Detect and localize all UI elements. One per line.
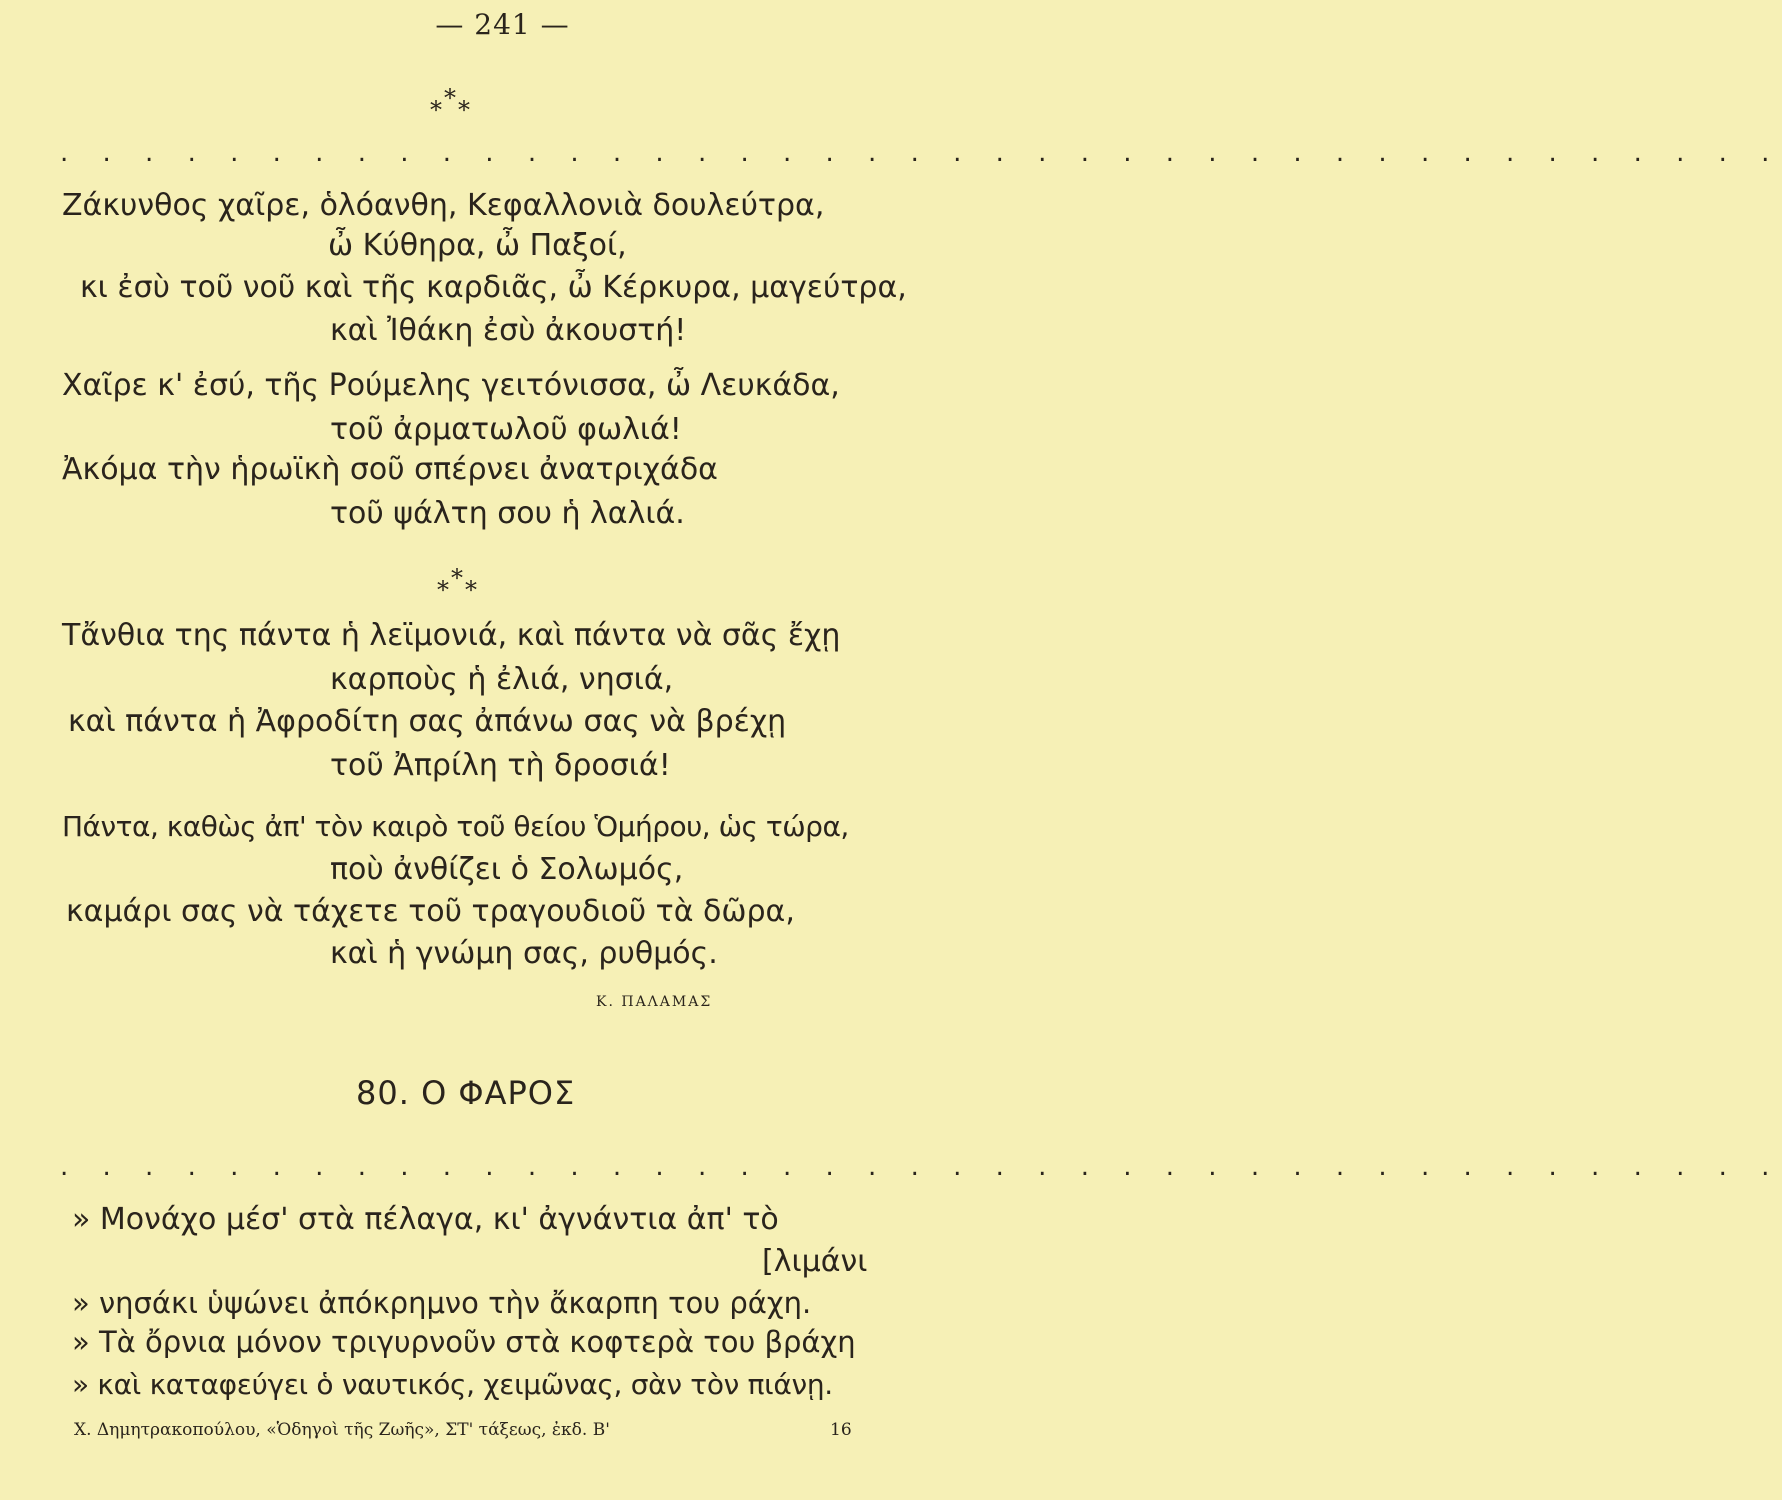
poem-line: τοῦ ἀρματωλοῦ φωλιά! xyxy=(330,412,682,447)
poem-line: » νησάκι ὑψώνει ἀπόκρημνο τὴν ἄκαρπη του ράχη. xyxy=(72,1286,812,1320)
author-signature: Κ. ΠΑΛΑΜΑΣ xyxy=(596,994,713,1010)
poem-line: » καὶ καταφεύγει ὁ ναυτικός, χειμῶνας, σὰν τὸν πιάνῃ. xyxy=(72,1368,833,1401)
poem-line: κι ἐσὺ τοῦ νοῦ καὶ τῆς καρδιᾶς, ὦ Κέρκυρα, μαγεύτρα, xyxy=(80,270,907,305)
poem-line: καρποὺς ἡ ἐλιά, νησιά, xyxy=(330,662,674,697)
ellipsis-divider-1: . . . . . . . . . . . . . . . . . . . . . . . . . . . . . . . . . . . . . . . . . xyxy=(60,138,1782,168)
poem-line: ὦ Κύθηρα, ὦ Παξοί, xyxy=(328,228,627,263)
poem-line: καὶ ἡ γνώμη σας, ρυθμός. xyxy=(330,936,718,971)
asterism-middle: * * * xyxy=(437,564,477,604)
poem-line: ποὺ ἀνθίζει ὁ Σολωμός, xyxy=(330,852,684,887)
poem-line: Ἀκόμα τὴν ἡρωϊκὴ σοῦ σπέρνει ἀνατριχάδα xyxy=(62,452,718,487)
poem-line: τοῦ Ἀπρίλη τὴ δροσιά! xyxy=(330,748,671,783)
poem-line: [λιμάνι xyxy=(762,1244,868,1279)
signature-mark: 16 xyxy=(830,1420,852,1440)
poem-line: Ζάκυνθος χαῖρε, ὁλόανθη, Κεφαλλονιὰ δουλεύτρα, xyxy=(62,188,825,223)
poem-title: 80. Ο ΦΑΡΟΣ xyxy=(356,1074,576,1112)
poem-line: καμάρι σας νὰ τάχετε τοῦ τραγουδιοῦ τὰ δῶρα, xyxy=(66,894,795,929)
asterism-top: * * * xyxy=(430,84,470,124)
poem-line: καὶ Ἰθάκη ἐσὺ ἀκουστή! xyxy=(330,313,687,348)
poem-line: Χαῖρε κ' ἐσύ, τῆς Ρούμελης γειτόνισσα, ὦ Λευκάδα, xyxy=(62,368,840,403)
page-number: — 241 — xyxy=(435,8,570,41)
ellipsis-divider-2: . . . . . . . . . . . . . . . . . . . . . . . . . . . . . . . . . . . . . . . . . xyxy=(60,1152,1782,1182)
poem-line: τοῦ ψάλτη σου ἡ λαλιά. xyxy=(330,496,685,531)
footer-citation: Χ. Δημητρακοπούλου, «Ὁδηγοὶ τῆς Ζωῆς», ΣΤ' τάξεως, ἐκδ. Β' xyxy=(74,1420,610,1440)
poem-line: » Μονάχο μέσ' στὰ πέλαγα, κι' ἀγνάντια ἀπ' τὸ xyxy=(72,1202,779,1237)
poem-line: καὶ πάντα ἡ Ἀφροδίτη σας ἀπάνω σας νὰ βρέχῃ xyxy=(68,704,787,739)
poem-line: » Τὰ ὄρνια μόνον τριγυρνοῦν στὰ κοφτερὰ του βράχη xyxy=(72,1325,856,1359)
poem-line: Τἄνθια της πάντα ἡ λεϊμονιά, καὶ πάντα νὰ σᾶς ἔχῃ xyxy=(62,618,841,653)
poem-line: Πάντα, καθὼς ἀπ' τὸν καιρὸ τοῦ θείου Ὁμήρου, ὡς τώρα, xyxy=(62,810,849,843)
